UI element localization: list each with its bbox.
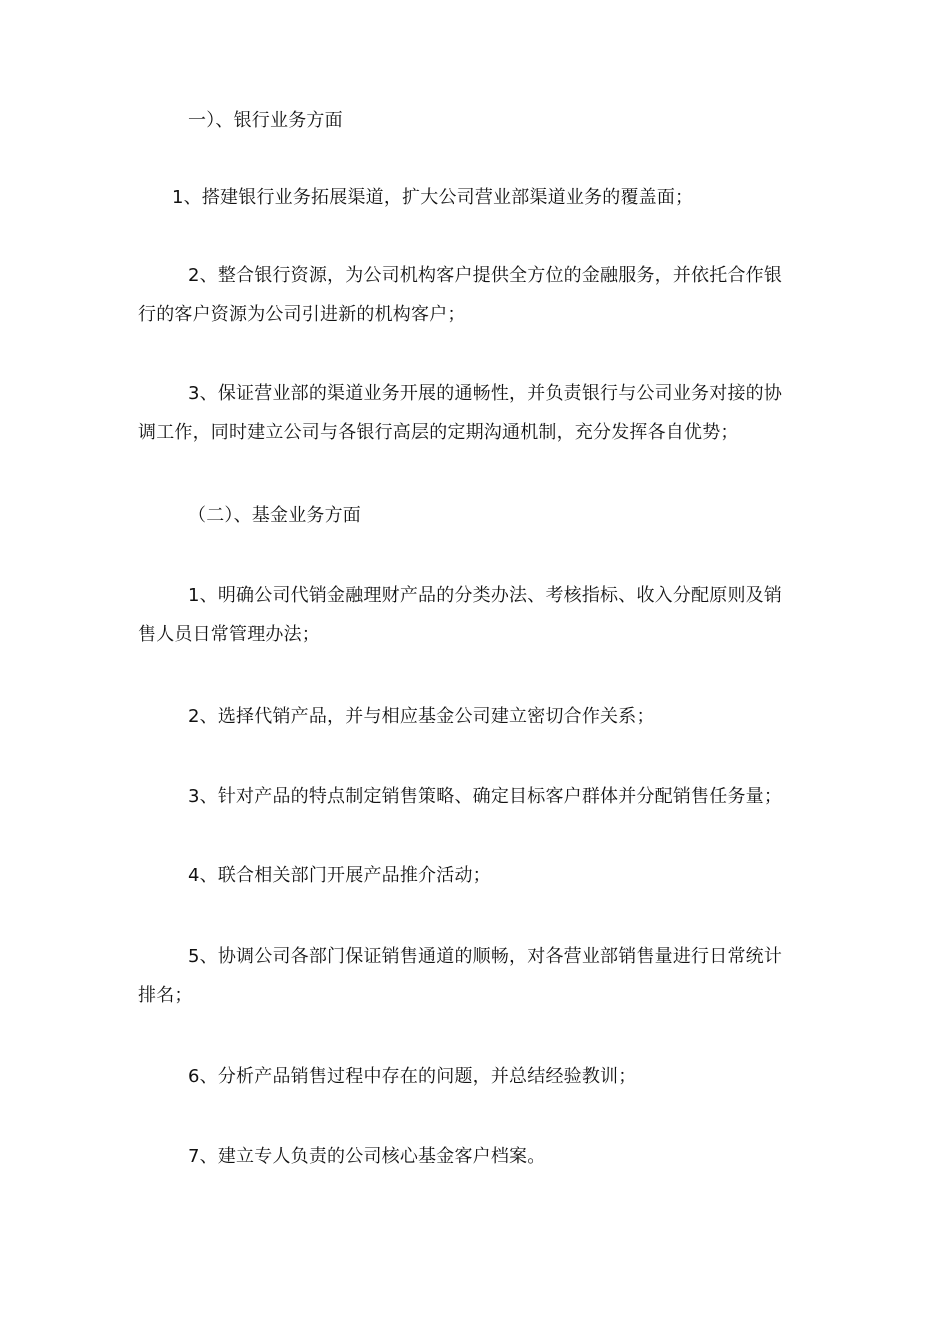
banking-item-3-line-1: 3、保证营业部的渠道业务开展的通畅性，并负责银行与公司业务对接的协 [188,383,783,404]
fund-item-7: 7、建立专人负责的公司核心基金客户档案。 [188,1146,546,1167]
banking-item-1-line-1: 1、搭建银行业务拓展渠道，扩大公司营业部渠道业务的覆盖面； [172,187,694,208]
section-heading-fund: （二）、基金业务方面 [188,505,361,526]
fund-item-4: 4、联合相关部门开展产品推介活动； [188,865,491,886]
section-heading-banking: 一）、银行业务方面 [188,110,343,131]
fund-item-5-line-1: 5、协调公司各部门保证销售通道的顺畅，对各营业部销售量进行日常统计 [188,946,783,967]
fund-item-5-line-2: 排名； [138,985,193,1006]
fund-item-3: 3、针对产品的特点制定销售策略、确定目标客户群体并分配销售任务量； [188,786,783,807]
banking-item-2-line-2: 行的客户资源为公司引进新的机构客户； [138,304,466,325]
fund-item-2: 2、选择代销产品，并与相应基金公司建立密切合作关系； [188,706,655,727]
fund-item-1-line-2: 售人员日常管理办法； [138,624,320,645]
fund-item-6: 6、分析产品销售过程中存在的问题，并总结经验教训； [188,1066,637,1087]
fund-item-1-line-1: 1、明确公司代销金融理财产品的分类办法、考核指标、收入分配原则及销 [188,585,783,606]
banking-item-2-line-1: 2、整合银行资源，为公司机构客户提供全方位的金融服务，并依托合作银 [188,265,783,286]
banking-item-3-line-2: 调工作，同时建立公司与各银行高层的定期沟通机制，充分发挥各自优势； [138,422,739,443]
